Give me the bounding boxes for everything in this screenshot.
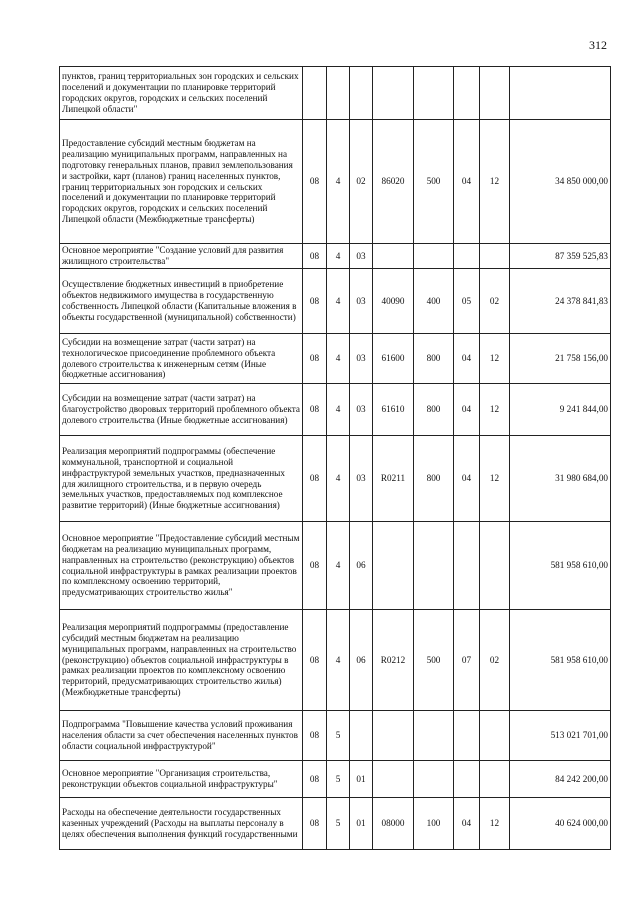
direction-code — [373, 711, 414, 761]
activity-code: 03 — [350, 436, 373, 522]
amount: 581 958 610,00 — [510, 522, 611, 610]
table-row — [60, 67, 611, 120]
table-row — [60, 244, 611, 269]
table-row — [60, 334, 611, 384]
section-code: 08 — [303, 610, 327, 711]
row-name: Осуществление бюджетных инвестиций в приобретение объектов недвижимого имущества в государственную собственность Липецкой области (Капитальные вложения в объекты государственной (муниципальной) собственности) — [60, 269, 303, 334]
subprogram-code: 4 — [327, 436, 350, 522]
row-name: Субсидии на возмещение затрат (части затрат) на благоустройство дворовых территорий проблемного объекта долевого строительства (Иные бюджетные ассигнования) — [60, 384, 303, 436]
subdivision-code — [480, 711, 510, 761]
expense-type-code — [414, 67, 454, 120]
row-name: Расходы на обеспечение деятельности государственных казенных учреждений (Расходы на выплаты персоналу в целях обеспечения выполнения функций государственными — [60, 798, 303, 850]
division-code — [454, 67, 480, 120]
subprogram-code: 5 — [327, 798, 350, 850]
row-name: Основное мероприятие "Создание условий для развития жилищного строительства" — [60, 244, 303, 269]
division-code: 07 — [454, 610, 480, 711]
expense-type-code — [414, 761, 454, 798]
direction-code — [373, 67, 414, 120]
subdivision-code: 12 — [480, 334, 510, 384]
section-code: 08 — [303, 244, 327, 269]
subprogram-code: 4 — [327, 610, 350, 711]
subprogram-code: 4 — [327, 269, 350, 334]
row-name: Основное мероприятие "Организация строительства, реконструкции объектов социальной инфраструктуры" — [60, 761, 303, 798]
division-code: 04 — [454, 120, 480, 244]
section-code: 08 — [303, 436, 327, 522]
amount: 31 980 684,00 — [510, 436, 611, 522]
expense-type-code: 800 — [414, 334, 454, 384]
amount: 34 850 000,00 — [510, 120, 611, 244]
direction-code: 61610 — [373, 384, 414, 436]
subprogram-code: 4 — [327, 120, 350, 244]
amount: 21 758 156,00 — [510, 334, 611, 384]
amount — [510, 67, 611, 120]
direction-code: R0211 — [373, 436, 414, 522]
amount: 9 241 844,00 — [510, 384, 611, 436]
row-name: Субсидии на возмещение затрат (части затрат) на технологическое присоединение проблемного объекта долевого строительства к инженерным сетям (Иные бюджетные ассигнования) — [60, 334, 303, 384]
table-row — [60, 384, 611, 436]
division-code: 04 — [454, 384, 480, 436]
direction-code — [373, 522, 414, 610]
activity-code: 02 — [350, 120, 373, 244]
section-code: 08 — [303, 269, 327, 334]
table-row — [60, 711, 611, 761]
expense-type-code — [414, 711, 454, 761]
activity-code: 03 — [350, 334, 373, 384]
section-code: 08 — [303, 334, 327, 384]
table-row — [60, 761, 611, 798]
table-row — [60, 120, 611, 244]
subprogram-code: 4 — [327, 244, 350, 269]
expense-type-code: 100 — [414, 798, 454, 850]
section-code: 08 — [303, 384, 327, 436]
table-row — [60, 436, 611, 522]
row-name: Основное мероприятие "Предоставление субсидий местным бюджетам на реализацию муниципальных программ, направленных на строительство (реконструкцию) объектов социальной инфраструктуры в рамках реализации проектов по комплексному освоению территорий, предусматривающих строительство жилья" — [60, 522, 303, 610]
subprogram-code: 4 — [327, 334, 350, 384]
table-row — [60, 269, 611, 334]
amount: 87 359 525,83 — [510, 244, 611, 269]
subdivision-code: 12 — [480, 436, 510, 522]
section-code: 08 — [303, 120, 327, 244]
subdivision-code — [480, 761, 510, 798]
amount: 581 958 610,00 — [510, 610, 611, 711]
subdivision-code: 02 — [480, 610, 510, 711]
division-code — [454, 522, 480, 610]
direction-code: R0212 — [373, 610, 414, 711]
expense-type-code: 400 — [414, 269, 454, 334]
amount: 84 242 200,00 — [510, 761, 611, 798]
expense-type-code: 800 — [414, 436, 454, 522]
table-row — [60, 798, 611, 850]
subdivision-code: 12 — [480, 384, 510, 436]
subprogram-code: 5 — [327, 761, 350, 798]
division-code: 04 — [454, 436, 480, 522]
division-code — [454, 244, 480, 269]
subdivision-code: 12 — [480, 798, 510, 850]
budget-table — [59, 66, 611, 850]
subdivision-code: 12 — [480, 120, 510, 244]
activity-code: 01 — [350, 761, 373, 798]
amount: 40 624 000,00 — [510, 798, 611, 850]
expense-type-code — [414, 522, 454, 610]
subprogram-code: 4 — [327, 522, 350, 610]
amount: 24 378 841,83 — [510, 269, 611, 334]
direction-code: 08000 — [373, 798, 414, 850]
activity-code: 06 — [350, 610, 373, 711]
direction-code: 86020 — [373, 120, 414, 244]
activity-code — [350, 711, 373, 761]
division-code: 05 — [454, 269, 480, 334]
section-code: 08 — [303, 711, 327, 761]
subdivision-code: 02 — [480, 269, 510, 334]
row-name: пунктов, границ территориальных зон городских и сельских поселений и документации по планировке территорий городских округов, городских и сельских поселений Липецкой области" — [60, 67, 303, 120]
subprogram-code: 5 — [327, 711, 350, 761]
direction-code: 61600 — [373, 334, 414, 384]
division-code: 04 — [454, 798, 480, 850]
activity-code: 01 — [350, 798, 373, 850]
row-name: Предоставление субсидий местным бюджетам на реализацию муниципальных программ, направленных на подготовку генеральных планов, правил землепользования и застройки, карт (планов) границ населенных пунктов, границ территориальных зон городских и сельских поселений и документации по планировке территорий городских округов, городских и сельских поселений Липецкой области (Межбюджетные трансферты) — [60, 120, 303, 244]
direction-code — [373, 244, 414, 269]
row-name: Реализация мероприятий подпрограммы (обеспечение коммунальной, транспортной и социальной инфраструктурой земельных участков, предназначенных для жилищного строительства, и в первую очередь земельных участков, предоставляемых под комплексное развитие территорий) (Иные бюджетные ассигнования) — [60, 436, 303, 522]
section-code: 08 — [303, 798, 327, 850]
table-row — [60, 522, 611, 610]
subprogram-code — [327, 67, 350, 120]
section-code: 08 — [303, 522, 327, 610]
activity-code — [350, 67, 373, 120]
expense-type-code — [414, 244, 454, 269]
division-code — [454, 761, 480, 798]
subprogram-code: 4 — [327, 384, 350, 436]
subdivision-code — [480, 522, 510, 610]
amount: 513 021 701,00 — [510, 711, 611, 761]
division-code: 04 — [454, 334, 480, 384]
expense-type-code: 500 — [414, 610, 454, 711]
activity-code: 06 — [350, 522, 373, 610]
row-name: Реализация мероприятий подпрограммы (предоставление субсидий местным бюджетам на реализацию муниципальных программ, направленных на строительство (реконструкцию) объектов социальной инфраструктуры в рамках реализации проектов по комплексному освоению территорий, предусматривающих строительство жилья) (Межбюджетные трансферты) — [60, 610, 303, 711]
row-name: Подпрограмма "Повышение качества условий проживания населения области за счет обеспечения населенных пунктов области социальной инфраструктурой" — [60, 711, 303, 761]
activity-code: 03 — [350, 384, 373, 436]
subdivision-code — [480, 244, 510, 269]
table-row — [60, 610, 611, 711]
expense-type-code: 800 — [414, 384, 454, 436]
direction-code — [373, 761, 414, 798]
division-code — [454, 711, 480, 761]
section-code: 08 — [303, 761, 327, 798]
direction-code: 40090 — [373, 269, 414, 334]
expense-type-code: 500 — [414, 120, 454, 244]
activity-code: 03 — [350, 244, 373, 269]
activity-code: 03 — [350, 269, 373, 334]
section-code — [303, 67, 327, 120]
subdivision-code — [480, 67, 510, 120]
page-number: 312 — [589, 38, 607, 52]
